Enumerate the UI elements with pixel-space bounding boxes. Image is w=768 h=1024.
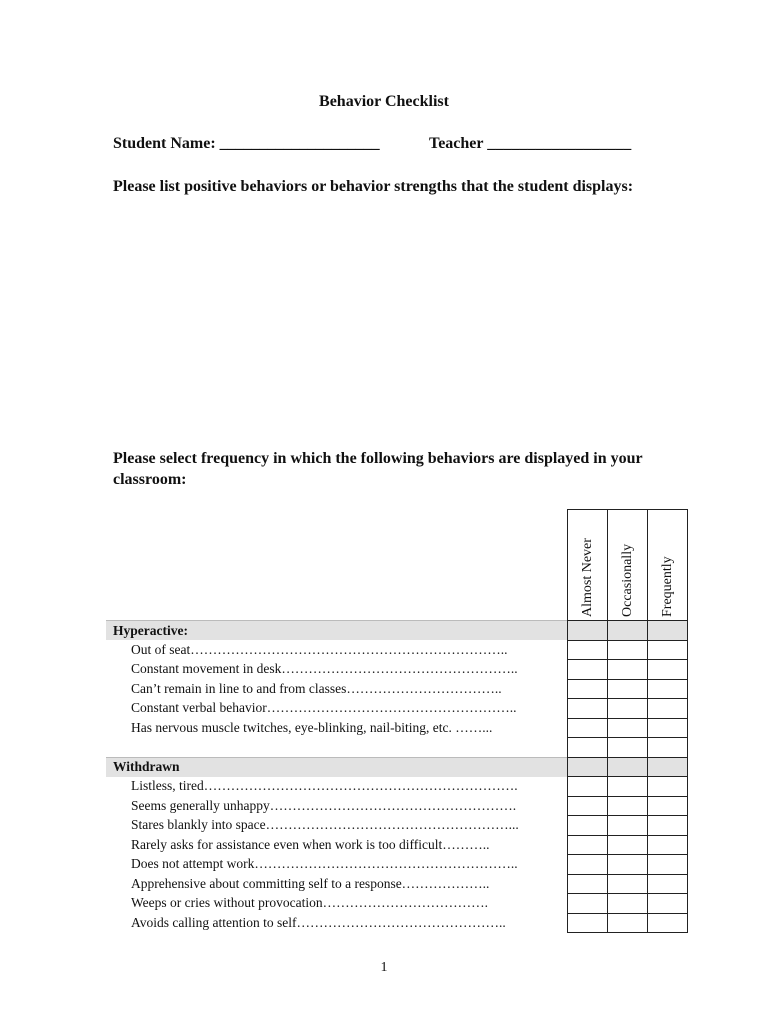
occasionally-checkbox[interactable]: [608, 835, 648, 855]
frequently-checkbox[interactable]: [648, 660, 688, 680]
positive-behaviors-prompt: Please list positive behaviors or behavior strengths that the student displays:: [113, 178, 634, 195]
table-row: [106, 777, 688, 797]
behavior-label: Can’t remain in line to and from classes……………………………..: [131, 680, 502, 696]
behavior-label: Seems generally unhappy……………………………………………….: [131, 797, 517, 813]
column-label: Almost Never: [580, 538, 595, 617]
table-header-row: [106, 510, 688, 621]
checkbox-cell[interactable]: [568, 621, 608, 641]
checkbox-cell[interactable]: [648, 738, 688, 758]
table-row: [106, 796, 688, 816]
occasionally-checkbox[interactable]: [608, 796, 648, 816]
almost-never-checkbox[interactable]: [568, 699, 608, 719]
behavior-label: Has nervous muscle twitches, eye-blinking, nail-biting, etc. ……...: [131, 719, 493, 735]
frequently-checkbox[interactable]: [648, 874, 688, 894]
occasionally-checkbox[interactable]: [608, 874, 648, 894]
table-row: [106, 718, 688, 738]
column-header-frequently: [648, 510, 688, 621]
almost-never-checkbox[interactable]: [568, 718, 608, 738]
frequently-checkbox[interactable]: [648, 816, 688, 836]
table-row: [106, 660, 688, 680]
checkbox-cell[interactable]: [608, 621, 648, 641]
behavior-label: Apprehensive about committing self to a response………………..: [131, 875, 490, 891]
column-label: Frequently: [660, 556, 675, 617]
table-row: [106, 816, 688, 836]
almost-never-checkbox[interactable]: [568, 777, 608, 797]
frequently-checkbox[interactable]: [648, 894, 688, 914]
table-row: [106, 679, 688, 699]
frequently-checkbox[interactable]: [648, 640, 688, 660]
occasionally-checkbox[interactable]: [608, 679, 648, 699]
page-number: 1: [380, 960, 388, 975]
document-title: Behavior Checklist: [319, 93, 449, 110]
section-label: Hyperactive:: [106, 621, 568, 641]
table-row: [106, 874, 688, 894]
behavior-label: Does not attempt work…………………………………………………..: [131, 856, 518, 872]
occasionally-checkbox[interactable]: [608, 640, 648, 660]
occasionally-checkbox[interactable]: [608, 777, 648, 797]
checkbox-cell[interactable]: [568, 738, 608, 758]
behavior-label: Out of seat……………………………………………………………..: [131, 641, 508, 657]
section-header-withdrawn: [106, 757, 688, 777]
behavior-label: Rarely asks for assistance even when work is too difficult………..: [131, 836, 490, 852]
blank-row: [106, 738, 688, 758]
checkbox-cell[interactable]: [608, 757, 648, 777]
checkbox-cell[interactable]: [648, 621, 688, 641]
table-row: [106, 699, 688, 719]
almost-never-checkbox[interactable]: [568, 796, 608, 816]
frequently-checkbox[interactable]: [648, 718, 688, 738]
column-header-occasionally: [608, 510, 648, 621]
frequently-checkbox[interactable]: [648, 699, 688, 719]
almost-never-checkbox[interactable]: [568, 913, 608, 933]
frequently-checkbox[interactable]: [648, 777, 688, 797]
blank-label: [106, 738, 568, 758]
occasionally-checkbox[interactable]: [608, 816, 648, 836]
almost-never-checkbox[interactable]: [568, 816, 608, 836]
occasionally-checkbox[interactable]: [608, 913, 648, 933]
frequency-prompt: Please select frequency in which the following behaviors are displayed in your classroom:: [113, 450, 643, 488]
section-header-hyperactive: [106, 621, 688, 641]
section-label: Withdrawn: [106, 757, 568, 777]
occasionally-checkbox[interactable]: [608, 894, 648, 914]
behavior-label: Avoids calling attention to self………………………………………..: [131, 914, 506, 930]
table-row: [106, 835, 688, 855]
table-row: [106, 913, 688, 933]
frequently-checkbox[interactable]: [648, 679, 688, 699]
behavior-label: Stares blankly into space………………………………………………...: [131, 817, 519, 833]
student-name-field: Student Name: ____________________: [113, 135, 380, 152]
frequently-checkbox[interactable]: [648, 835, 688, 855]
almost-never-checkbox[interactable]: [568, 640, 608, 660]
almost-never-checkbox[interactable]: [568, 679, 608, 699]
almost-never-checkbox[interactable]: [568, 855, 608, 875]
checkbox-cell[interactable]: [608, 738, 648, 758]
behavior-label: Weeps or cries without provocation……………………………….: [131, 895, 488, 911]
behavior-label: Listless, tired…………………………………………………………….: [131, 778, 518, 794]
checkbox-cell[interactable]: [568, 757, 608, 777]
almost-never-checkbox[interactable]: [568, 894, 608, 914]
almost-never-checkbox[interactable]: [568, 835, 608, 855]
column-header-almost-never: [568, 510, 608, 621]
table-row: [106, 855, 688, 875]
frequently-checkbox[interactable]: [648, 913, 688, 933]
table-row: [106, 894, 688, 914]
behavior-label: Constant movement in desk……………………………………………..: [131, 661, 518, 677]
occasionally-checkbox[interactable]: [608, 699, 648, 719]
behavior-checklist-table: [106, 509, 688, 933]
table-row: [106, 640, 688, 660]
header-spacer: [106, 510, 568, 621]
teacher-field: Teacher __________________: [429, 135, 632, 152]
frequently-checkbox[interactable]: [648, 855, 688, 875]
occasionally-checkbox[interactable]: [608, 660, 648, 680]
behavior-label: Constant verbal behavior………………………………………………..: [131, 700, 517, 716]
almost-never-checkbox[interactable]: [568, 660, 608, 680]
frequently-checkbox[interactable]: [648, 796, 688, 816]
checkbox-cell[interactable]: [648, 757, 688, 777]
occasionally-checkbox[interactable]: [608, 855, 648, 875]
column-label: Occasionally: [620, 543, 635, 617]
occasionally-checkbox[interactable]: [608, 718, 648, 738]
almost-never-checkbox[interactable]: [568, 874, 608, 894]
